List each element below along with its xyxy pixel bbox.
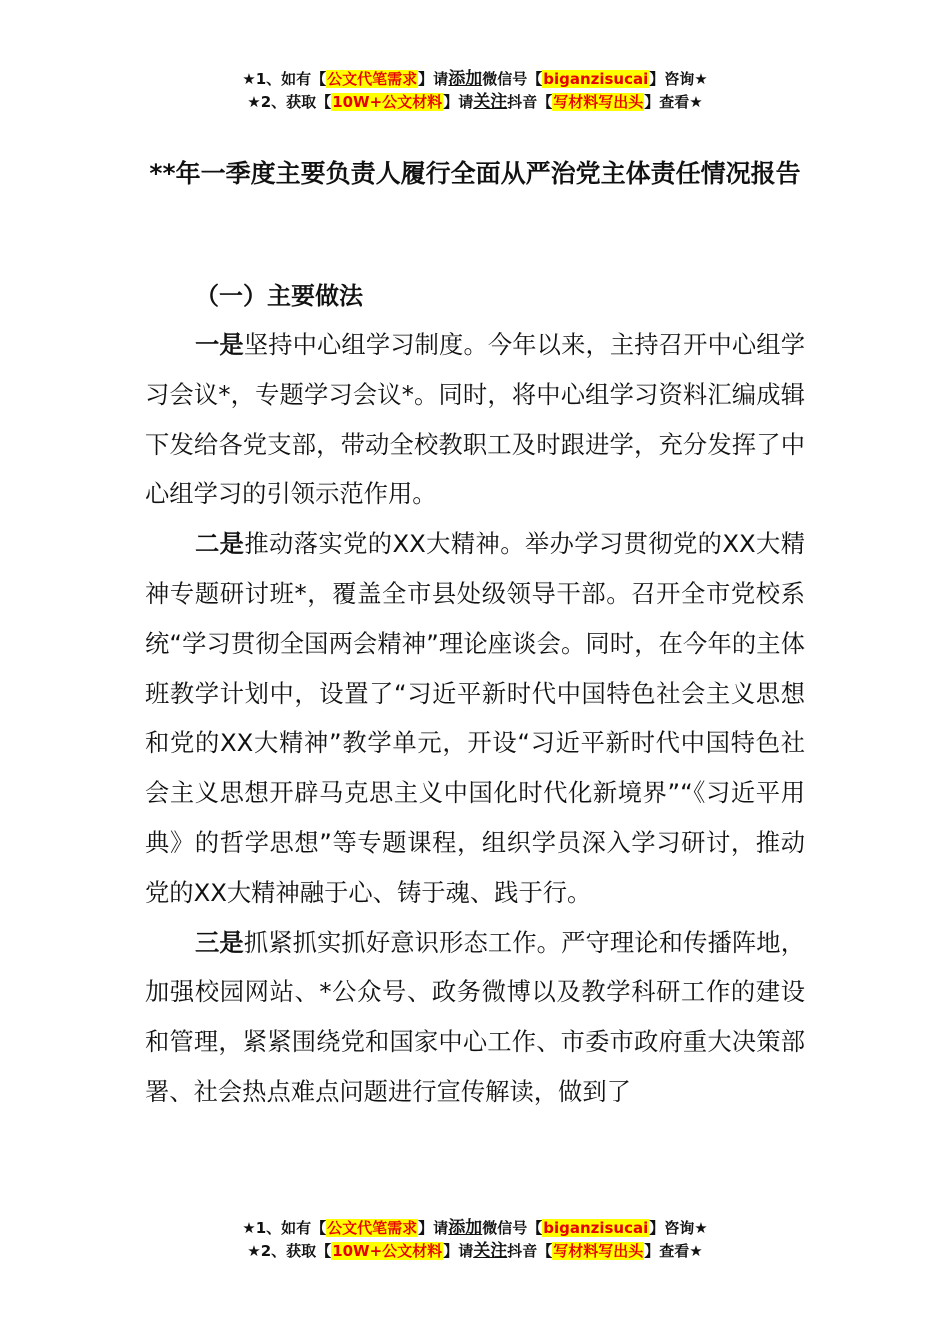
document-body [145, 320, 805, 1117]
footer-banner [0, 1217, 950, 1263]
paragraph-text: 抓紧抓实抓好意识形态工作。严守理论和传播阵地，加强校园网站、*公众号、政务微博以及教学科研工作的建设和管理，紧紧围绕党和国家中心工作、市委市政府重大决策部署、社会热点难点问题进行宣传解读，做到了 [145, 927, 806, 1106]
paragraph-2 [145, 519, 805, 917]
document-title: **年一季度主要负责人履行全面从严治党主体责任情况报告 [149, 159, 801, 188]
paragraph-lead: 三是 [195, 927, 244, 957]
highlight-douyin-account: 写材料写出头 [553, 93, 644, 111]
banner-line-2: ★2、获取【10W+公文材料】请关注抖音【写材料写出头】查看★ [247, 1241, 703, 1261]
banner-line-2: ★2、获取【10W+公文材料】请关注抖音【写材料写出头】查看★ [247, 92, 703, 112]
highlight-materials: 10W+公文材料 [332, 93, 443, 111]
paragraph-text: 推动落实党的XX大精神。举办学习贯彻党的XX大精神专题研讨班*，覆盖全市县处级领导干部。召开全市党校系统“学习贯彻全国两会精神”理论座谈会。同时，在今年的主体班教学计划中，设置了“习近平新时代中国特色社会主义思想和党的XX大精神”教学单元，开设“习近平新时代中国特色社会主义思想开辟马克思主义中国化时代化新境界”“《习近平用典》的哲学思想”等专题课程，组织学员深入学习研讨，推动党的XX大精神融于心、铸于魂、践于行。 [145, 529, 806, 907]
highlight-douyin-account: 写材料写出头 [553, 1242, 644, 1260]
paragraph-3 [145, 918, 805, 1117]
highlight-service: 公文代笔需求 [327, 70, 418, 88]
banner-line-1: ★1、如有【公文代笔需求】请添加微信号【biganzisucai】咨询★ [242, 1218, 708, 1238]
highlight-wechat-id: biganzisucai [543, 70, 649, 88]
highlight-materials: 10W+公文材料 [332, 1242, 443, 1260]
banner-line-1: ★1、如有【公文代笔需求】请添加微信号【biganzisucai】咨询★ [242, 69, 708, 89]
header-banner [0, 68, 950, 114]
section-heading: （一）主要做法 [195, 282, 363, 310]
paragraph-lead: 二是 [195, 529, 245, 559]
highlight-wechat-id: biganzisucai [543, 1219, 649, 1237]
paragraph-text: 坚持中心组学习制度。今年以来，主持召开中心组学习会议*，专题学习会议*。同时，将中心组学习资料汇编成辑下发给各党支部，带动全校教职工及时跟进学，充分发挥了中心组学习的引领示范作用。 [145, 330, 806, 509]
paragraph-lead: 一是 [195, 330, 244, 359]
highlight-service: 公文代笔需求 [327, 1219, 418, 1237]
paragraph-1 [145, 320, 805, 519]
